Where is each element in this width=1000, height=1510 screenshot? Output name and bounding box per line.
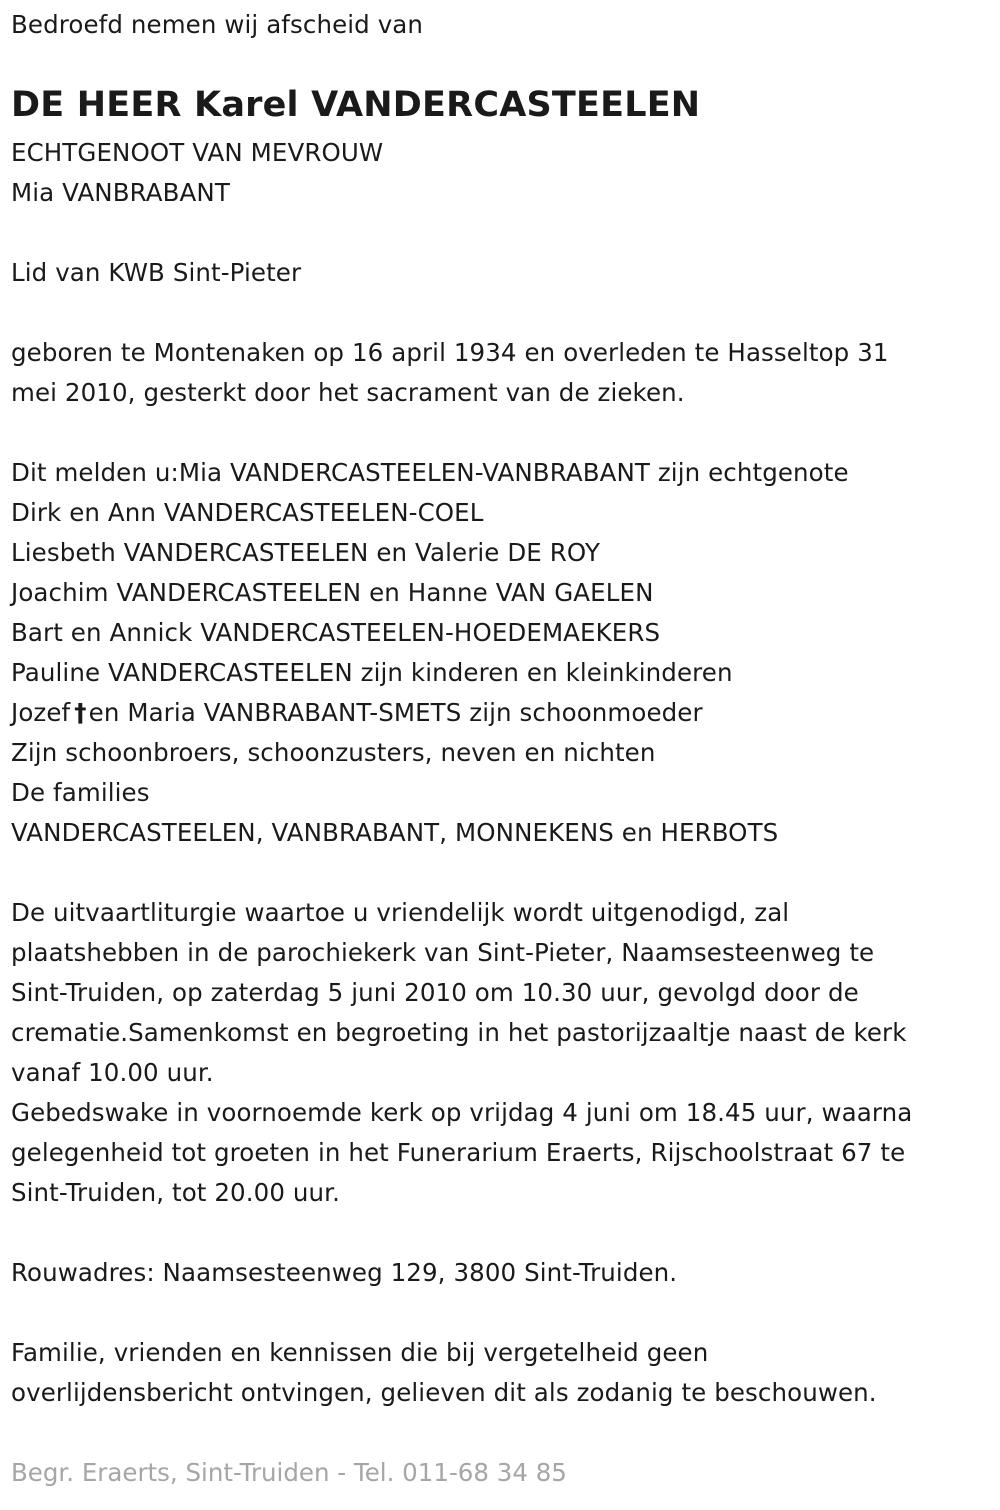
- family-line: Dit melden u:Mia VANDERCASTEELEN-VANBRABANT zijn echtgenote: [11, 458, 849, 487]
- spouse-line-2: Mia VANBRABANT: [11, 178, 230, 207]
- family-line: Dirk en Ann VANDERCASTEELEN-COEL: [11, 498, 484, 527]
- birth-block: [11, 333, 889, 413]
- family-line: Pauline VANDERCASTEELEN zijn kinderen en kleinkinderen: [11, 658, 733, 687]
- birth-line-2: mei 2010, gesterkt door het sacrament van de zieken.: [11, 378, 685, 407]
- funeral-block: [11, 893, 912, 1213]
- family-line: Zijn schoonbroers, schoonzusters, neven en nichten: [11, 738, 656, 767]
- address-block: [11, 1253, 677, 1293]
- funeral-line: De uitvaartliturgie waartoe u vriendelijk wordt uitgenodigd, zal: [11, 898, 790, 927]
- mourning-address: Rouwadres: Naamsesteenweg 129, 3800 Sint-Truiden.: [11, 1258, 678, 1287]
- intro-text: Bedroefd nemen wij afscheid van: [11, 10, 424, 39]
- funeral-home-footer: Begr. Eraerts, Sint-Truiden - Tel. 011-68 34 85: [11, 1458, 567, 1487]
- cross-icon: †: [74, 698, 87, 727]
- family-line: Liesbeth VANDERCASTEELEN en Valerie DE ROY: [11, 538, 601, 567]
- family-line-jozef: [11, 693, 849, 733]
- family-block: [11, 453, 849, 853]
- notice-block: [11, 1333, 877, 1413]
- jozef-suffix: en Maria VANBRABANT-SMETS zijn schoonmoeder: [88, 698, 703, 727]
- family-line: Bart en Annick VANDERCASTEELEN-HOEDEMAEKERS: [11, 618, 661, 647]
- spouse-line-1: ECHTGENOOT VAN MEVROUW: [11, 138, 384, 167]
- funeral-line: Gebedswake in voornoemde kerk op vrijdag 4 juni om 18.45 uur, waarna: [11, 1098, 913, 1127]
- birth-line-1: geboren te Montenaken op 16 april 1934 en overleden te Hasseltop 31: [11, 338, 889, 367]
- jozef-prefix: Jozef: [11, 698, 71, 727]
- funeral-line: vanaf 10.00 uur.: [11, 1058, 214, 1087]
- notice-line-2: overlijdensbericht ontvingen, gelieven dit als zodanig te beschouwen.: [11, 1378, 877, 1407]
- membership-block: [11, 253, 301, 293]
- family-line: Joachim VANDERCASTEELEN en Hanne VAN GAELEN: [11, 578, 654, 607]
- membership-text: Lid van KWB Sint-Pieter: [11, 258, 302, 287]
- funeral-line: crematie.Samenkomst en begroeting in het pastorijzaaltje naast de kerk: [11, 1018, 907, 1047]
- family-line: VANDERCASTEELEN, VANBRABANT, MONNEKENS en HERBOTS: [11, 818, 779, 847]
- funeral-line: gelegenheid tot groeten in het Funerarium Eraerts, Rijschoolstraat 67 te: [11, 1138, 906, 1167]
- funeral-line: Sint-Truiden, tot 20.00 uur.: [11, 1178, 340, 1207]
- funeral-line: plaatshebben in de parochiekerk van Sint-Pieter, Naamsesteenweg te: [11, 938, 875, 967]
- funeral-line: Sint-Truiden, op zaterdag 5 juni 2010 om 10.30 uur, gevolgd door de: [11, 978, 859, 1007]
- family-line: De families: [11, 778, 150, 807]
- deceased-name: DE HEER Karel VANDERCASTEELEN: [11, 85, 701, 125]
- spouse-block: [11, 133, 383, 213]
- notice-line-1: Familie, vrienden en kennissen die bij vergetelheid geen: [11, 1338, 709, 1367]
